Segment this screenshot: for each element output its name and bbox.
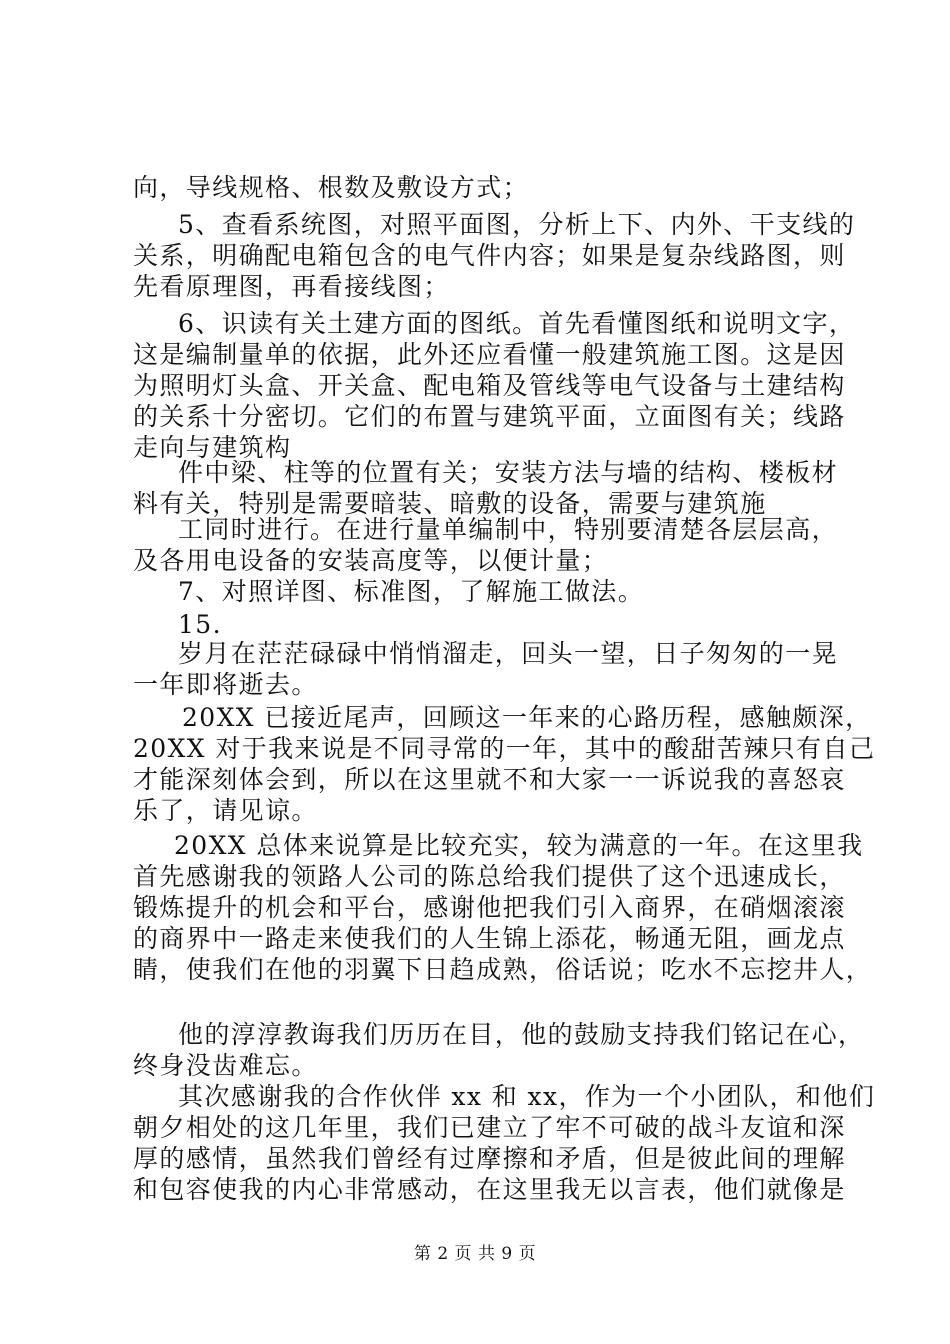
text-line: 的关系十分密切。它们的布置与建筑平面，立面图有关；线路 [133,402,846,431]
text-line: 朝夕相处的这几年里，我们已建立了牢不可破的战斗友谊和深 [133,1113,846,1142]
text-line: 20XX 总体来说算是比较充实，较为满意的一年。在这里我 [174,831,864,860]
text-line: 一年即将逝去。 [133,670,318,699]
text-line: 及各用电设备的安装高度等，以便计量； [133,546,609,575]
text-line: 锻炼提升的机会和平台，感谢他把我们引入商界，在硝烟滚滚 [133,893,846,922]
text-line: 的商界中一路走来使我们的人生锦上添花，畅通无阻，画龙点 [133,924,846,953]
text-line: 关系，明确配电箱包含的电气件内容；如果是复杂线路图，则 [133,241,846,270]
text-line: 7、对照详图、标准图，了解施工做法。 [178,577,645,606]
text-line: 乐了，请见谅。 [133,796,318,825]
text-line: 他的淳淳教诲我们历历在目，他的鼓励支持我们铭记在心， [178,1020,865,1049]
page-number: 第 2 页 共 9 页 [413,1244,537,1264]
text-line: 件中梁、柱等的位置有关；安装方法与墙的结构、楼板材 [178,458,839,487]
text-line: 和包容使我的内心非常感动，在这里我无以言表，他们就像是 [133,1175,846,1204]
text-line: 走向与建筑构 [133,433,292,462]
text-line: 5、查看系统图，对照平面图，分析上下、内外、干支线的 [178,210,856,239]
text-line: 岁月在茫茫碌碌中悄悄溜走，回头一望，日子匆匆的一晃 [178,639,839,668]
text-line: 这是编制量单的依据，此外还应看懂一般建筑施工图。这是因 [133,340,846,369]
page-footer [0,1243,950,1265]
text-line: 其次感谢我的合作伙伴 xx 和 xx，作为一个小团队，和他们 [178,1082,876,1111]
text-line: 料有关，特别是需要暗装、暗敷的设备，需要与建筑施 [133,489,767,518]
text-line: 才能深刻体会到，所以在这里就不和大家一一诉说我的喜怒哀 [133,765,846,794]
text-line: 向，导线规格、根数及敷设方式； [133,173,530,202]
text-line: 15. [178,610,222,639]
text-line: 先看原理图，再看接线图； [133,272,450,301]
text-line: 20XX 对于我来说是不同寻常的一年，其中的酸甜苦辣只有自己 [133,734,876,763]
text-line: 20XX 已接近尾声，回顾这一年来的心路历程，感触颇深， [182,703,872,732]
text-line: 工同时进行。在进行量单编制中，特别要清楚各层层高， [178,515,839,544]
text-line: 睛，使我们在他的羽翼下日趋成熟，俗话说；吃水不忘挖井人， [133,955,873,984]
text-line: 首先感谢我的领路人公司的陈总给我们提供了这个迅速成长， [133,862,846,891]
text-line: 厚的感情，虽然我们曾经有过摩擦和矛盾，但是彼此间的理解 [133,1144,846,1173]
text-line: 6、识读有关土建方面的图纸。首先看懂图纸和说明文字， [178,309,856,338]
text-line: 为照明灯头盒、开关盒、配电箱及管线等电气设备与土建结构 [133,371,846,400]
text-line: 终身没齿难忘。 [133,1051,318,1080]
